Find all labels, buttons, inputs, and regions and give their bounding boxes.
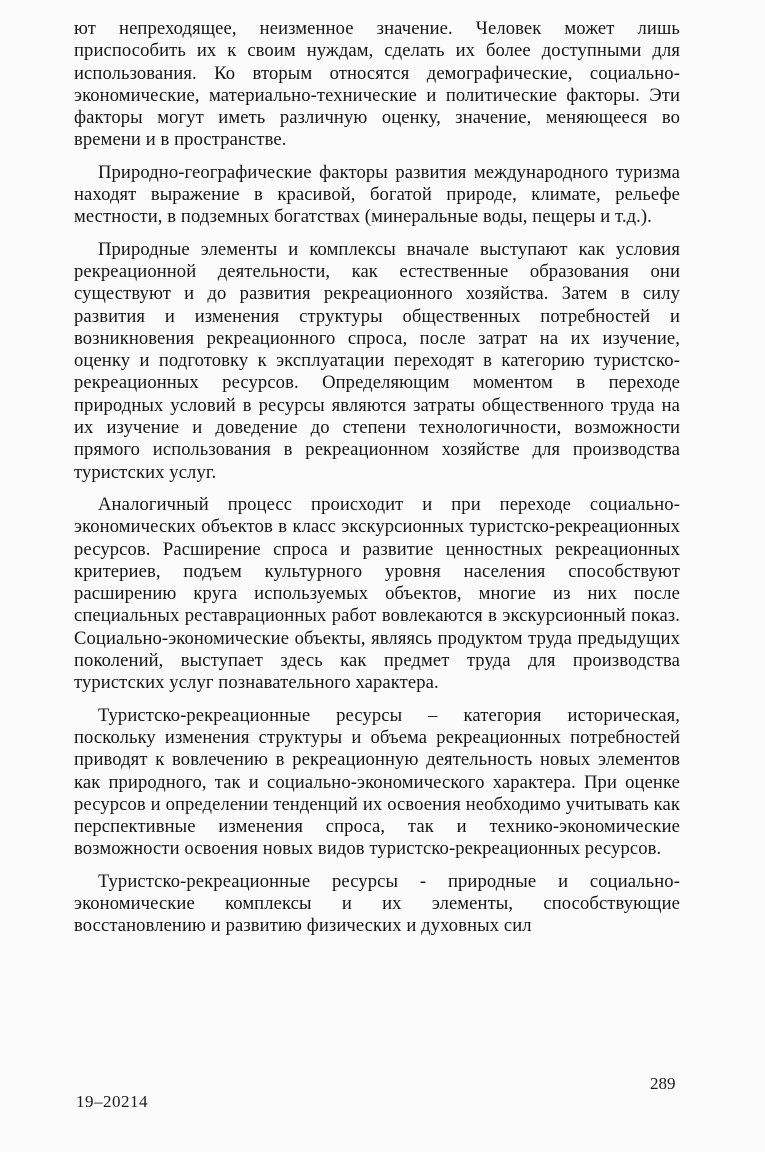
paragraph-2: Природно-географические факторы развития международного туризма находят выражение в красивой, богатой природе, климате, рельефе местности, в подземных богатствах (минеральные воды, пещеры и т.д.). bbox=[74, 161, 680, 228]
paragraph-6: Туристско-рекреационные ресурсы - природные и социально-экономические комплексы и их элементы, способствующие восстановлению и развитию физических и духовных сил bbox=[74, 870, 680, 937]
paragraph-4: Аналогичный процесс происходит и при переходе социально-экономических объектов в класс экскурсионных туристско-рекреационных ресурсов. Расширение спроса и развитие ценностных рекреационных критериев, подъем культурного уровня населения способствуют расширению круга используемых объектов, многие из них после специальных реставрационных работ вовлекаются в экскурсионный показ. Социально-экономические объекты, являясь продуктом труда предыдущих поколений, выступает здесь как предмет труда для производства туристских услуг познавательного характера. bbox=[74, 493, 680, 694]
paragraph-5: Туристско-рекреационные ресурсы – категория историческая, поскольку изменения структуры и объема рекреационных потребностей приводят к вовлечению в рекреационную деятельность новых элементов как природного, так и социально-экономического характера. При оценке ресурсов и определении тенденций их освоения необходимо учитывать как перспективные изменения спроса, так и технико-экономические возможности освоения новых видов туристско-рекреационных ресурсов. bbox=[74, 704, 680, 860]
printer-signature: 19–20214 bbox=[76, 1092, 148, 1111]
paragraph-1: ют непреходящее, неизменное значение. Человек может лишь приспособить их к своим нуждам, сделать их более доступными для использования. Ко вторым относятся демографические, социально-экономические, материально-технические и политические факторы. Эти факторы могут иметь различную оценку, значение, меняющееся во времени и в пространстве. bbox=[74, 18, 680, 151]
page-number: 289 bbox=[650, 1074, 676, 1093]
body-text bbox=[74, 18, 680, 948]
paragraph-3: Природные элементы и комплексы вначале выступают как условия рекреационной деятельности, как естественные образования они существуют и до развития рекреационного хозяйства. Затем в силу развития и изменения структуры общественных потребностей и возникновения рекреационного спроса, после затрат на их изучение, оценку и подготовку к эксплуатации переходят в категорию туристско-рекреационных ресурсов. Определяющим моментом в переходе природных условий в ресурсы являются затраты общественного труда на их изучение и доведение до степени технологичности, возможности прямого использования в рекреационном хозяйстве для производства туристских услуг. bbox=[74, 238, 680, 483]
